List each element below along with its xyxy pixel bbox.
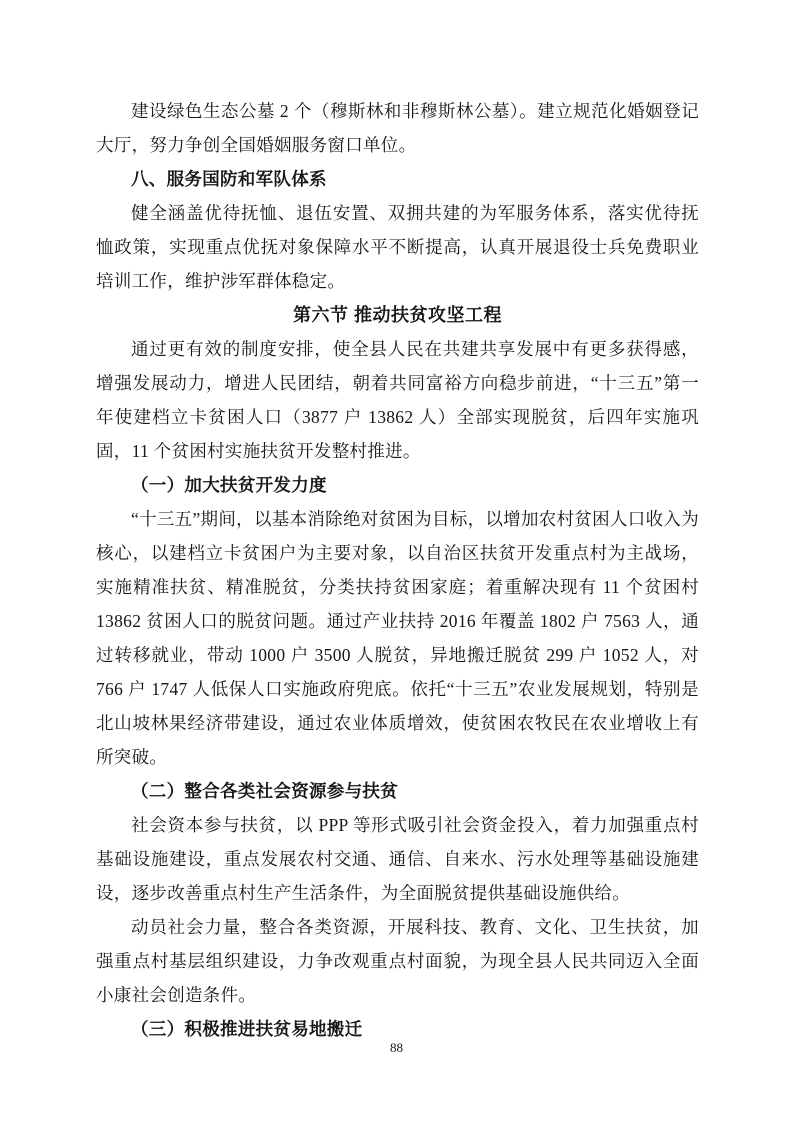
paragraph: 建设绿色生态公墓 2 个（穆斯林和非穆斯林公墓）。建立规范化婚姻登记大厅，努力争创全国婚姻服务窗口单位。 bbox=[96, 101, 699, 155]
document-body bbox=[96, 94, 699, 1046]
page-number: 88 bbox=[390, 1040, 403, 1055]
paragraph: 通过更有效的制度安排，使全县人民在共建共享发展中有更多获得感，增强发展动力，增进人民团结，朝着共同富裕方向稳步前进，“十三五”第一年使建档立卡贫困人口（3877 户 13862 人）全部实现脱贫，后四年实施巩固，11 个贫困村实施扶贫开发整村推进。 bbox=[96, 339, 699, 461]
paragraph: 动员社会力量，整合各类资源，开展科技、教育、文化、卫生扶贫，加强重点村基层组织建设，力争改观重点村面貌，为现全县人民共同迈入全面小康社会创造条件。 bbox=[96, 917, 699, 1005]
paragraph: 健全涵盖优待抚恤、退伍安置、双拥共建的为军服务体系，落实优待抚恤政策，实现重点优抚对象保障水平不断提高，认真开展退役士兵免费职业培训工作，维护涉军群体稳定。 bbox=[96, 203, 699, 291]
paragraph: “十三五”期间，以基本消除绝对贫困为目标，以增加农村贫困人口收入为核心，以建档立卡贫困户为主要对象，以自治区扶贫开发重点村为主战场，实施精准扶贫、精准脱贫，分类扶持贫困家庭；着重解决现有 11 个贫困村 13862 贫困人口的脱贫问题。通过产业扶持 2016 年覆盖 1802 户 7563 人，通过转移就业，带动 1000 户 3500 人脱贫，异地搬迁脱贫 299 户 1052 人，对 766 户 1747 人低保人口实施政府兜底。依托“十三五”农业发展规划，特别是北山坡林果经济带建设，通过农业体质增效，使贫困农牧民在农业增收上有所突破。 bbox=[96, 509, 699, 767]
section-title: 第六节 推动扶贫攻坚工程 bbox=[293, 305, 502, 325]
page-footer bbox=[0, 1040, 793, 1056]
subsection-heading: （三）积极推进扶贫易地搬迁 bbox=[131, 1019, 363, 1039]
subsection-heading: （一）加大扶贫开发力度 bbox=[131, 475, 327, 495]
paragraph: 社会资本参与扶贫，以 PPP 等形式吸引社会资金投入，着力加强重点村基础设施建设，重点发展农村交通、通信、自来水、污水处理等基础设施建设，逐步改善重点村生产生活条件，为全面脱贫提供基础设施供给。 bbox=[96, 815, 699, 903]
subsection-heading: 八、服务国防和军队体系 bbox=[131, 169, 327, 189]
subsection-heading: （二）整合各类社会资源参与扶贫 bbox=[131, 781, 398, 801]
